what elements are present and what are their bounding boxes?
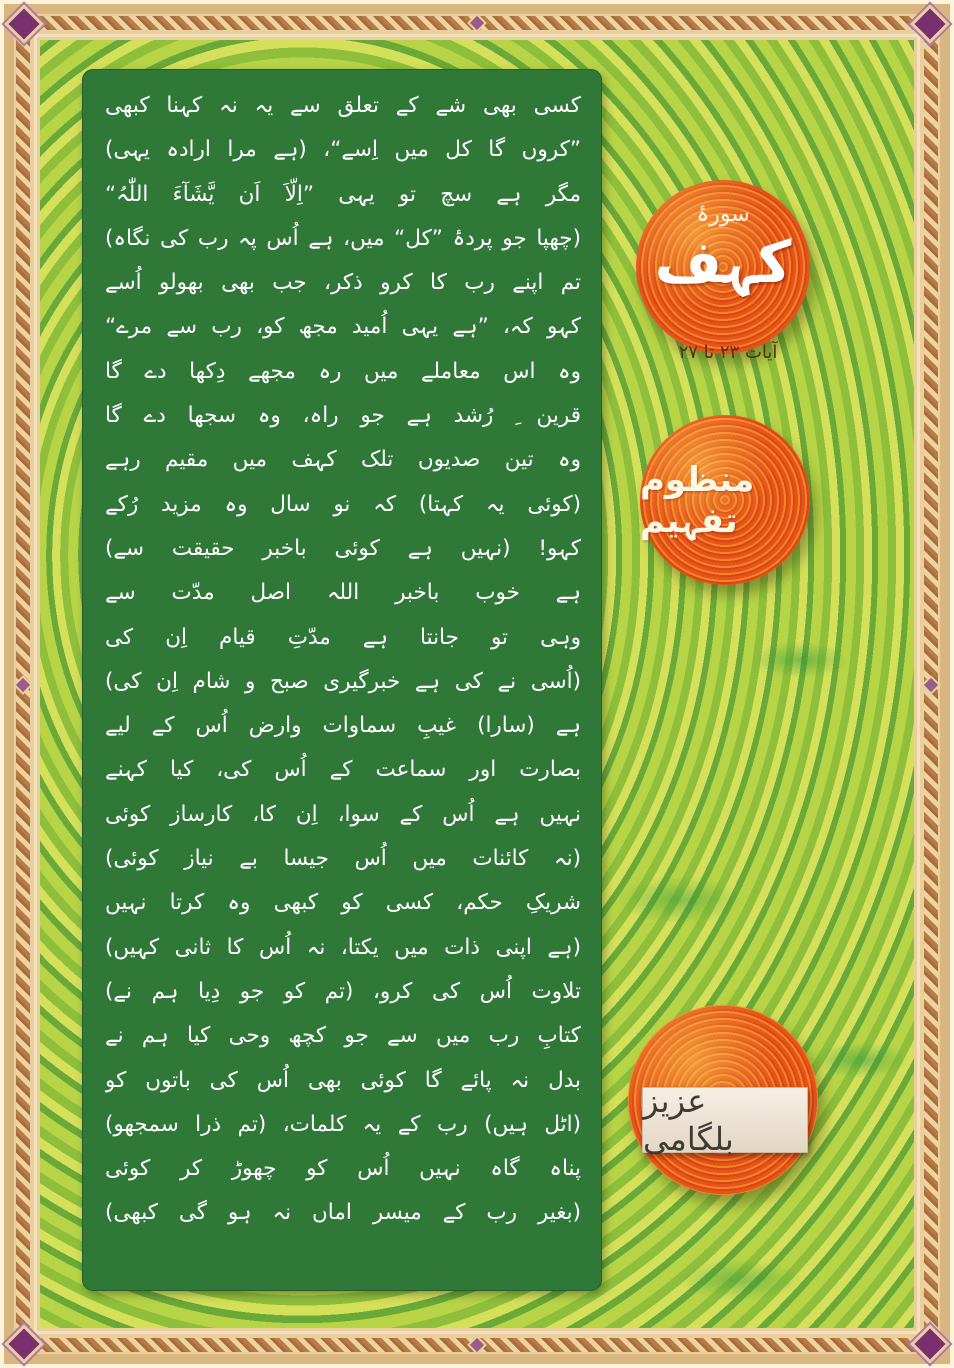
- surah-name: کہف: [654, 228, 792, 296]
- poem-line: وہ اس معاملے میں رہ مجھے دِکھا دے گا: [105, 358, 581, 384]
- poem-line: (اُسی نے کی ہے خبرگیری صبح و شام اِن کی): [105, 668, 581, 694]
- poem-line: (چھپا جو پردۂ ”کل“ میں، ہے اُس پہ رب کی نگاہ): [105, 225, 581, 251]
- poem-panel: [83, 70, 601, 1290]
- poem-line: کہو کہ، ”ہے یہی اُمید مجھ کو، رب سے مرے“: [105, 314, 581, 340]
- poem-line: (بغیر رب کے میسر اماں نہ ہو گی کبھی): [105, 1200, 581, 1226]
- author-name: عزیز بلگامی: [642, 1087, 808, 1153]
- surah-title-disc: [636, 180, 810, 354]
- poem-line: (کوئی یہ کہتا) کہ نو سال وہ مزید رُکے: [105, 491, 581, 517]
- poem-line: ”کروں گا کل میں اِسے“، (ہے مرا ارادہ یہی): [105, 137, 581, 163]
- poem-line: نہیں ہے اُس کے سوا، اِن کا، کارساز کوئی: [105, 801, 581, 827]
- poem-line: (ہے اپنی ذات میں یکتا، نہ اُس کا ثانی کہیں): [105, 934, 581, 960]
- poem-line: شریکِ حکم، کسی کو کبھی وہ کرتا نہیں: [105, 890, 581, 916]
- poem-line: کتابِ رب میں سے جو کچھ وحی کیا ہم نے: [105, 1023, 581, 1049]
- section-title-disc: [640, 415, 810, 585]
- poem-line: تلاوت اُس کی کرو، (تم کو جو دِیا ہم نے): [105, 978, 581, 1004]
- poem-line: تم اپنے رب کا کرو ذکر، جب بھی بھولو اُسے: [105, 270, 581, 296]
- poem-line: پناہ گاہ نہیں اُس کو چھوڑ کر کوئی: [105, 1156, 581, 1182]
- poem-line: مگر ہے سچ تو یہی ”اِلّاَ اَن یَّشَآءَ اللّٰہُ“: [105, 181, 581, 207]
- ayat-range: آیات ۲۳ تا ۲۷: [678, 342, 778, 363]
- poem-line: کہو! (نہیں ہے کوئی باخبر حقیقت سے): [105, 535, 581, 561]
- poem-line: قرین ِ رُشد ہے جو راہ، وہ سجھا دے گا: [105, 403, 581, 429]
- poem-line: ہے (سارا) غیبِ سماوات وارض اُس کے لیے: [105, 713, 581, 739]
- section-title: منظوم تفہیم: [640, 459, 755, 541]
- poem-line: بدل نہ پائے گا کوئی بھی اُس کی باتوں کو: [105, 1067, 581, 1093]
- poem-line: کسی بھی شے کے تعلق سے یہ نہ کہنا کبھی: [105, 93, 581, 118]
- poem-line: (اٹل ہیں) رب کے یہ کلمات، (تم ذرا سمجھو): [105, 1111, 581, 1137]
- poem-verses: [105, 84, 581, 1236]
- poem-line: بصارت اور سماعت کے اُس کی، کیا کہنے: [105, 757, 581, 783]
- poem-line: وہی تو جانتا ہے مدّتِ قیام اِن کی: [105, 624, 581, 650]
- poem-line: ہے خوب باخبر اللہ اصل مدّت سے: [105, 580, 581, 606]
- surah-label: سورۂ: [696, 202, 750, 227]
- poem-line: (نہ کائنات میں اُس جیسا بے نیاز کوئی): [105, 846, 581, 872]
- poem-line: وہ تین صدیوں تلک کہف میں مقیم رہے: [105, 447, 581, 473]
